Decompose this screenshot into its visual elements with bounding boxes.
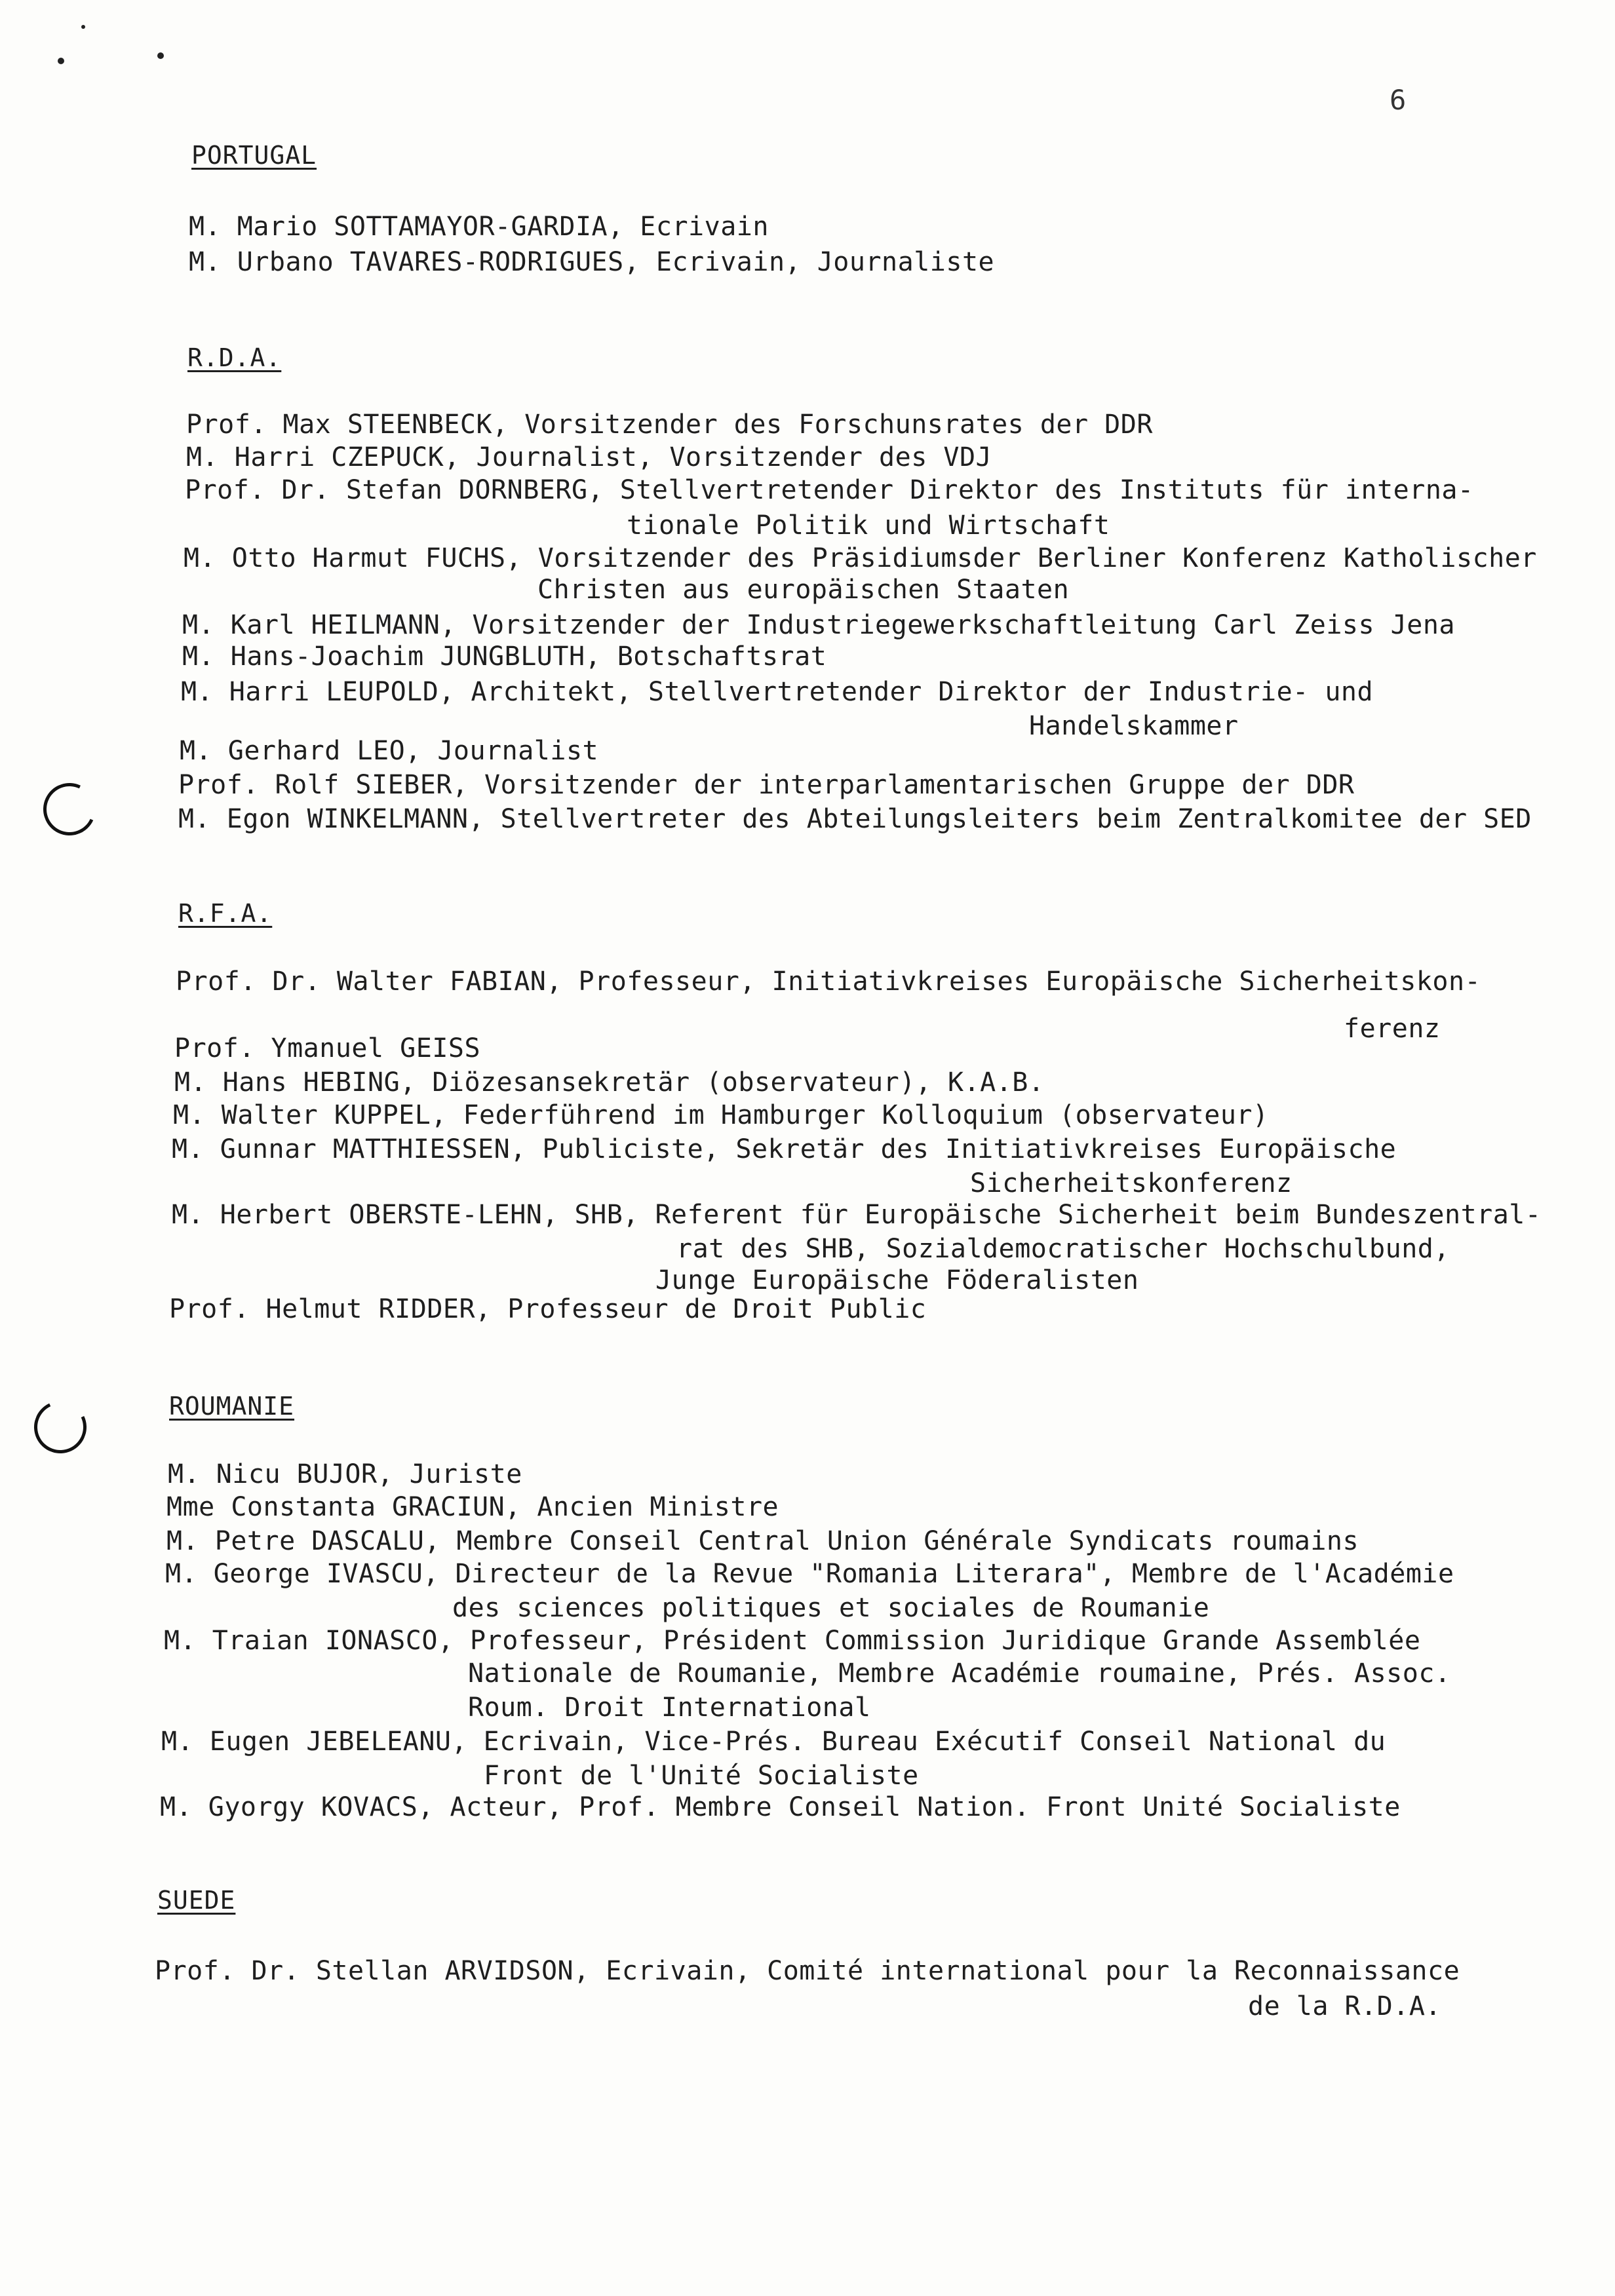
section-heading-rda: R.D.A. (187, 343, 282, 372)
entry-line: M. Walter KUPPEL, Federführend im Hamburger Kolloquium (observateur) (173, 1100, 1269, 1130)
entry-line-continuation: Junge Europäische Föderalisten (655, 1265, 1139, 1295)
entry-line: M. Nicu BUJOR, Juriste (168, 1459, 522, 1489)
hole-punch-mark (36, 776, 104, 843)
entry-line: M. George IVASCU, Directeur de la Revue "Romania Literara", Membre de l'Académie (165, 1559, 1454, 1589)
entry-line: M. Gyorgy KOVACS, Acteur, Prof. Membre Conseil Nation. Front Unité Socialiste (160, 1792, 1401, 1822)
entry-line: M. Urbano TAVARES-RODRIGUES, Ecrivain, Journaliste (189, 247, 995, 277)
entry-line: Prof. Dr. Stefan DORNBERG, Stellvertretender Direktor des Instituts für interna- (185, 475, 1474, 505)
entry-line: Prof. Max STEENBECK, Vorsitzender des Forschunsrates der DDR (186, 410, 1153, 440)
entry-line-continuation: de la R.D.A. (1248, 1991, 1441, 2021)
entry-line-continuation: Front de l'Unité Socialiste (484, 1761, 919, 1791)
entry-line: M. Traian IONASCO, Professeur, Président Commission Juridique Grande Assemblée (164, 1626, 1421, 1656)
entry-line-continuation: Roum. Droit International (468, 1693, 871, 1723)
entry-line: M. Hans-Joachim JUNGBLUTH, Botschaftsrat (182, 641, 827, 672)
entry-line: M. Herbert OBERSTE-LEHN, SHB, Referent für Europäische Sicherheit beim Bundeszentral- (172, 1200, 1542, 1230)
entry-line: M. Harri CZEPUCK, Journalist, Vorsitzender des VDJ (186, 442, 992, 472)
entry-line: Prof. Dr. Stellan ARVIDSON, Ecrivain, Comité international pour la Reconnaissance (155, 1956, 1460, 1986)
entry-line: M. Eugen JEBELEANU, Ecrivain, Vice-Prés. Bureau Exécutif Conseil National du (161, 1727, 1386, 1757)
page-number: 6 (1390, 84, 1407, 116)
punch-mark (157, 52, 164, 59)
entry-line: M. Gerhard LEO, Journalist (180, 736, 599, 766)
section-heading-portugal: PORTUGAL (191, 141, 317, 170)
entry-line: M. Petre DASCALU, Membre Conseil Central Union Générale Syndicats roumains (166, 1526, 1359, 1556)
punch-mark (81, 25, 85, 29)
entry-line-continuation: Sicherheitskonferenz (970, 1168, 1293, 1198)
section-heading-rfa: R.F.A. (178, 899, 273, 928)
entry-line-continuation: rat des SHB, Sozialdemocratischer Hochschulbund, (676, 1234, 1450, 1264)
entry-line-continuation: tionale Politik und Wirtschaft (627, 510, 1110, 541)
entry-line: Prof. Ymanuel GEISS (174, 1033, 481, 1063)
entry-line-continuation: ferenz (1344, 1014, 1441, 1044)
entry-line: M. Karl HEILMANN, Vorsitzender der Industriegewerkschaftleitung Carl Zeiss Jena (182, 610, 1455, 640)
entry-line-continuation: Nationale de Roumanie, Membre Académie roumaine, Prés. Assoc. (468, 1658, 1451, 1689)
entry-line-continuation: Handelskammer (1029, 711, 1239, 741)
entry-line: M. Mario SOTTAMAYOR-GARDIA, Ecrivain (189, 212, 769, 242)
section-heading-suede: SUEDE (157, 1886, 236, 1915)
entry-line: M. Otto Harmut FUCHS, Vorsitzender des Präsidiumsder Berliner Konferenz Katholischer (184, 543, 1537, 573)
entry-line: M. Gunnar MATTHIESSEN, Publiciste, Sekretär des Initiativkreises Europäische (172, 1134, 1397, 1164)
punch-mark (58, 58, 64, 64)
entry-line: Mme Constanta GRACIUN, Ancien Ministre (166, 1492, 779, 1522)
entry-line-continuation: des sciences politiques et sociales de Roumanie (452, 1593, 1210, 1623)
entry-line: Prof. Rolf SIEBER, Vorsitzender der interparlamentarischen Gruppe der DDR (178, 770, 1355, 800)
entry-line: Prof. Helmut RIDDER, Professeur de Droit Public (169, 1294, 927, 1324)
entry-line: Prof. Dr. Walter FABIAN, Professeur, Initiativkreises Europäische Sicherheitskon- (176, 966, 1481, 997)
entry-line: M. Hans HEBING, Diözesansekretär (observateur), K.A.B. (174, 1067, 1045, 1098)
hole-punch-mark (27, 1394, 94, 1461)
entry-line: M. Egon WINKELMANN, Stellvertreter des Abteilungsleiters beim Zentralkomitee der SED (178, 804, 1532, 834)
entry-line-continuation: Christen aus europäischen Staaten (537, 575, 1070, 605)
entry-line: M. Harri LEUPOLD, Architekt, Stellvertretender Direktor der Industrie- und (181, 677, 1374, 707)
section-heading-roumanie: ROUMANIE (169, 1392, 295, 1421)
